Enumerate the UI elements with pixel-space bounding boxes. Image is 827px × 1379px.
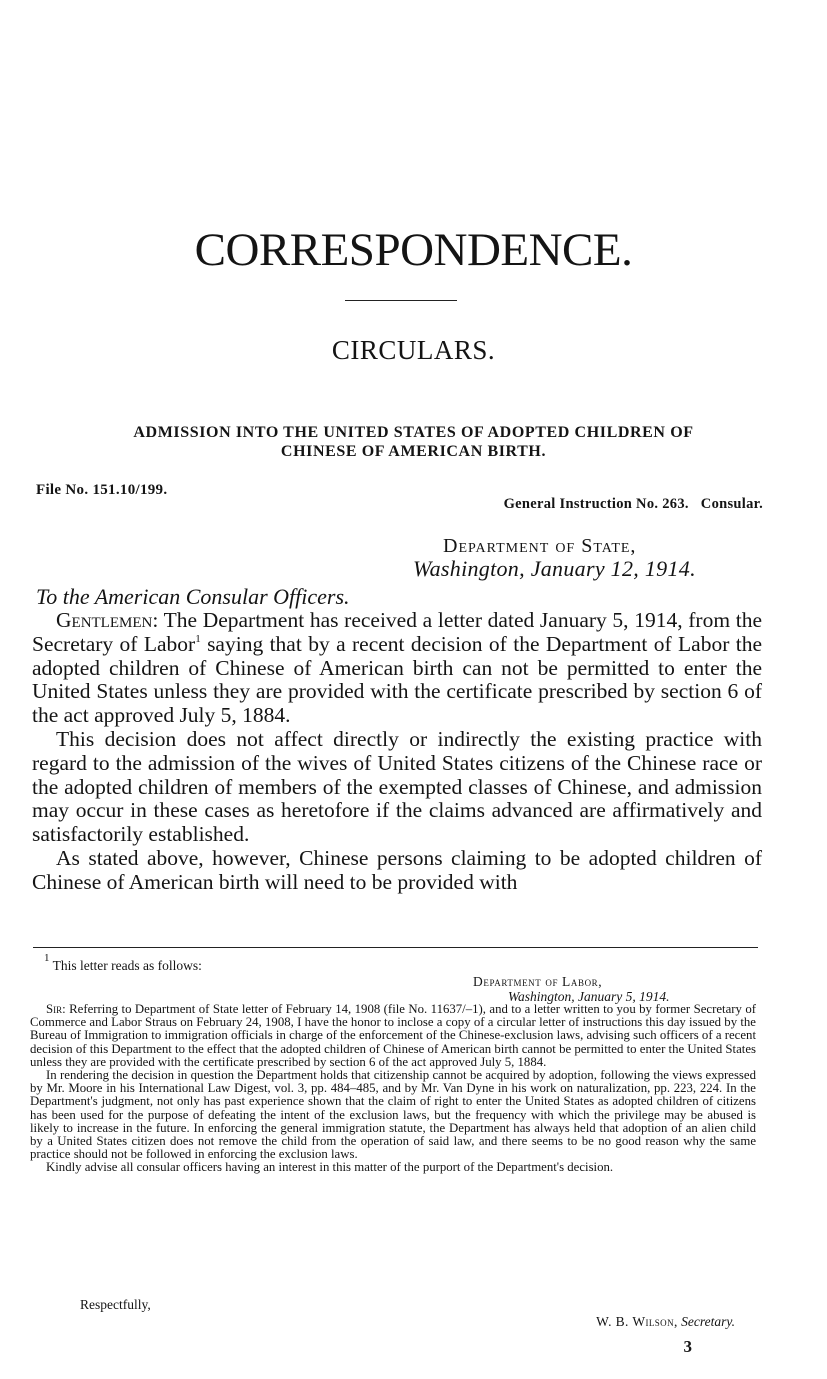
- footnote-reference: 1: [195, 632, 201, 645]
- footnote-salutation: Sir: [46, 1002, 63, 1016]
- body-paragraph-2: This decision does not affect directly or indirectly the existing practice with regard to the admission of the wives of United States citizens of the Chinese race or the adopted children of members of the exempted classes of Chinese, and admission may occur in these cases as heretofore if the claims advanced are affirmatively and satisfactorily established.: [32, 726, 762, 847]
- letter-body: [32, 609, 762, 895]
- footnote-paragraph-1: [30, 1003, 756, 1069]
- footnote-place-date: Washington, January 5, 1914.: [508, 989, 670, 1004]
- footnote-marker: 1: [44, 952, 50, 964]
- footnote-paragraph-3: Kindly advise all consular officers having an interest in this matter of the purport of the Department's decision.: [46, 1160, 614, 1175]
- section-heading: CIRCULARS.: [331, 335, 496, 365]
- file-number: File No. 151.10/199.: [36, 482, 168, 498]
- footnote-department: Department of Labor,: [473, 974, 603, 989]
- subject-line-2: CHINESE OF AMERICAN BIRTH.: [280, 443, 547, 460]
- instruction-number: General Instruction No. 263.: [503, 496, 689, 512]
- footnote-p1-text: : Referring to Department of State letter of February 14, 1908 (file No. 11637/–1), and to a letter written to you by former Secretary of Commerce and Labor Straus on February 24, 1908, I have the honor to inclose a copy of a circular letter of instructions this day issued by the Bureau of Immigration to immigration officials in charge of the enforcement of the Chinese-exclusion laws, advising such officers of a recent decision of this Department to the effect that the adopted children of Chinese of American birth cannot be permitted to enter the United States unless they are provided with the certificate prescribed by section 6 of the act approved July 5, 1884.: [30, 1002, 756, 1069]
- instruction-line: [504, 496, 763, 513]
- body-paragraph-1: [32, 609, 762, 728]
- footnote-signature: [596, 1314, 735, 1330]
- salutation-word: Gentlemen: [56, 608, 153, 632]
- para1-text-a: : The Department has received a letter dated January 5, 1914, from the Secretary of Labor: [32, 608, 762, 656]
- signer-name: W. B. Wilson,: [596, 1314, 678, 1329]
- signer-title: Secretary.: [681, 1314, 735, 1329]
- subject-line-1: ADMISSION INTO THE UNITED STATES OF ADOPTED CHILDREN OF: [133, 424, 694, 441]
- page-number: 3: [683, 1337, 692, 1356]
- footnote-paragraph-2: In rendering the decision in question the Department holds that citizenship cannot be acquired by adoption, following the views expressed by Mr. Moore in his International Law Digest, vol. 3, pp. 484–485, and by Mr. Van Dyne in his work on naturalization, pp. 223, 224. In the Department's judgment, not only has past experience shown that the claim of right to enter the United States as adopted children of citizens has been used for the purpose of defeating the intent of the exclusion laws, but the frequency with which the privilege may be abused is likely to increase in the future. In enforcing the general immigration statute, the Department has always held that adoption of an alien child by a United States citizen does not remove the child from the operation of said law, and there seems to be no good reason why the same practice should not be followed in enforcing the exclusion laws.: [30, 1068, 756, 1162]
- instruction-class: Consular.: [700, 496, 763, 512]
- footnote-body: [30, 1003, 756, 1175]
- subject-title: [30, 423, 797, 461]
- page-heading: CORRESPONDENCE.: [194, 224, 633, 276]
- para1-text-b: saying that by a recent decision of the Department of Labor the adopted children of Chinese of American birth can not be permitted to enter the United States unless they are provided with the certificate prescribed by section 6 of the act approved July 5, 1884.: [32, 631, 763, 728]
- footnote-closing: Respectfully,: [80, 1297, 151, 1312]
- letter-salutation: To the American Consular Officers.: [36, 584, 350, 609]
- footnote-lead-text: This letter reads as follows:: [49, 958, 202, 973]
- letter-department: Department of State,: [443, 535, 637, 557]
- heading-divider: [345, 300, 457, 301]
- body-paragraph-3: As stated above, however, Chinese persons claiming to be adopted children of Chinese of American birth will need to be provided with: [32, 845, 762, 894]
- footnote-lead: [44, 952, 202, 974]
- letter-place-date: Washington, January 12, 1914.: [413, 556, 696, 581]
- footnote-divider: [33, 947, 758, 948]
